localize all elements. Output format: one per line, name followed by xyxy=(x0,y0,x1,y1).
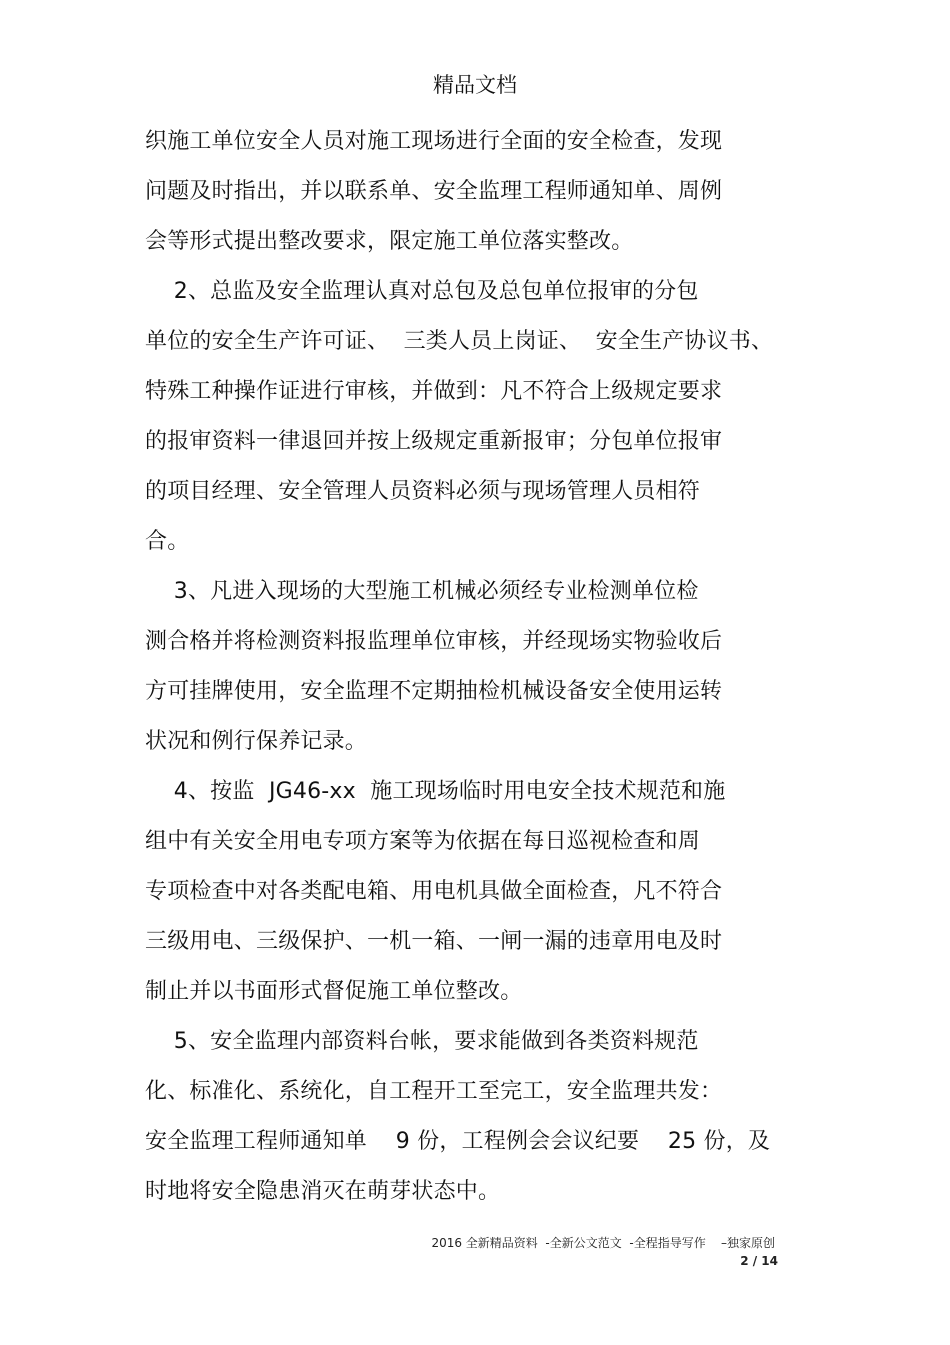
text-line: 单位的安全生产许可证、 三类人员上岗证、 安全生产协议书、 xyxy=(145,329,774,354)
text-line: 2、总监及安全监理认真对总包及总包单位报审的分包 xyxy=(145,279,699,304)
text-line: 的项目经理、安全管理人员资料必须与现场管理人员相符 xyxy=(145,479,701,504)
text-line: 3、凡进入现场的大型施工机械必须经专业检测单位检 xyxy=(145,579,699,604)
text-line: 专项检查中对各类配电箱、用电机具做全面检查，凡不符合 xyxy=(145,879,723,904)
page-footer: 2016 全新精品资料 -全新公文范文 -全程指导写作 –独家原创 xyxy=(431,1236,775,1250)
text-line: 4、按监 JG46-xx 施工现场临时用电安全技术规范和施 xyxy=(145,779,726,804)
text-line: 测合格并将检测资料报监理单位审核，并经现场实物验收后 xyxy=(145,629,723,654)
text-line: 特殊工种操作证进行审核，并做到：凡不符合上级规定要求 xyxy=(145,379,723,404)
text-line: 组中有关安全用电专项方案等为依据在每日巡视检查和周 xyxy=(145,829,701,854)
text-line: 方可挂牌使用，安全监理不定期抽检机械设备安全使用运转 xyxy=(145,679,723,704)
text-line: 化、标准化、系统化，自工程开工至完工，安全监理共发： xyxy=(145,1079,723,1104)
page-number: 2 / 14 xyxy=(740,1254,778,1268)
text-line: 安全监理工程师通知单 9 份，工程例会会议纪要 25 份，及 xyxy=(145,1129,771,1154)
text-line: 状况和例行保养记录。 xyxy=(145,729,368,754)
text-line: 三级用电、三级保护、一机一箱、一闸一漏的违章用电及时 xyxy=(145,929,723,954)
text-line: 5、安全监理内部资料台帐，要求能做到各类资料规范 xyxy=(145,1029,699,1054)
text-line: 的报审资料一律退回并按上级规定重新报审；分包单位报审 xyxy=(145,429,723,454)
text-line: 时地将安全隐患消灭在萌芽状态中。 xyxy=(145,1179,501,1204)
text-line: 合。 xyxy=(145,529,190,554)
page-header: 精品文档 xyxy=(433,73,517,97)
text-line: 会等形式提出整改要求，限定施工单位落实整改。 xyxy=(145,229,634,254)
text-line: 织施工单位安全人员对施工现场进行全面的安全检查，发现 xyxy=(145,129,723,154)
text-line: 问题及时指出，并以联系单、安全监理工程师通知单、周例 xyxy=(145,179,723,204)
text-line: 制止并以书面形式督促施工单位整改。 xyxy=(145,979,523,1004)
